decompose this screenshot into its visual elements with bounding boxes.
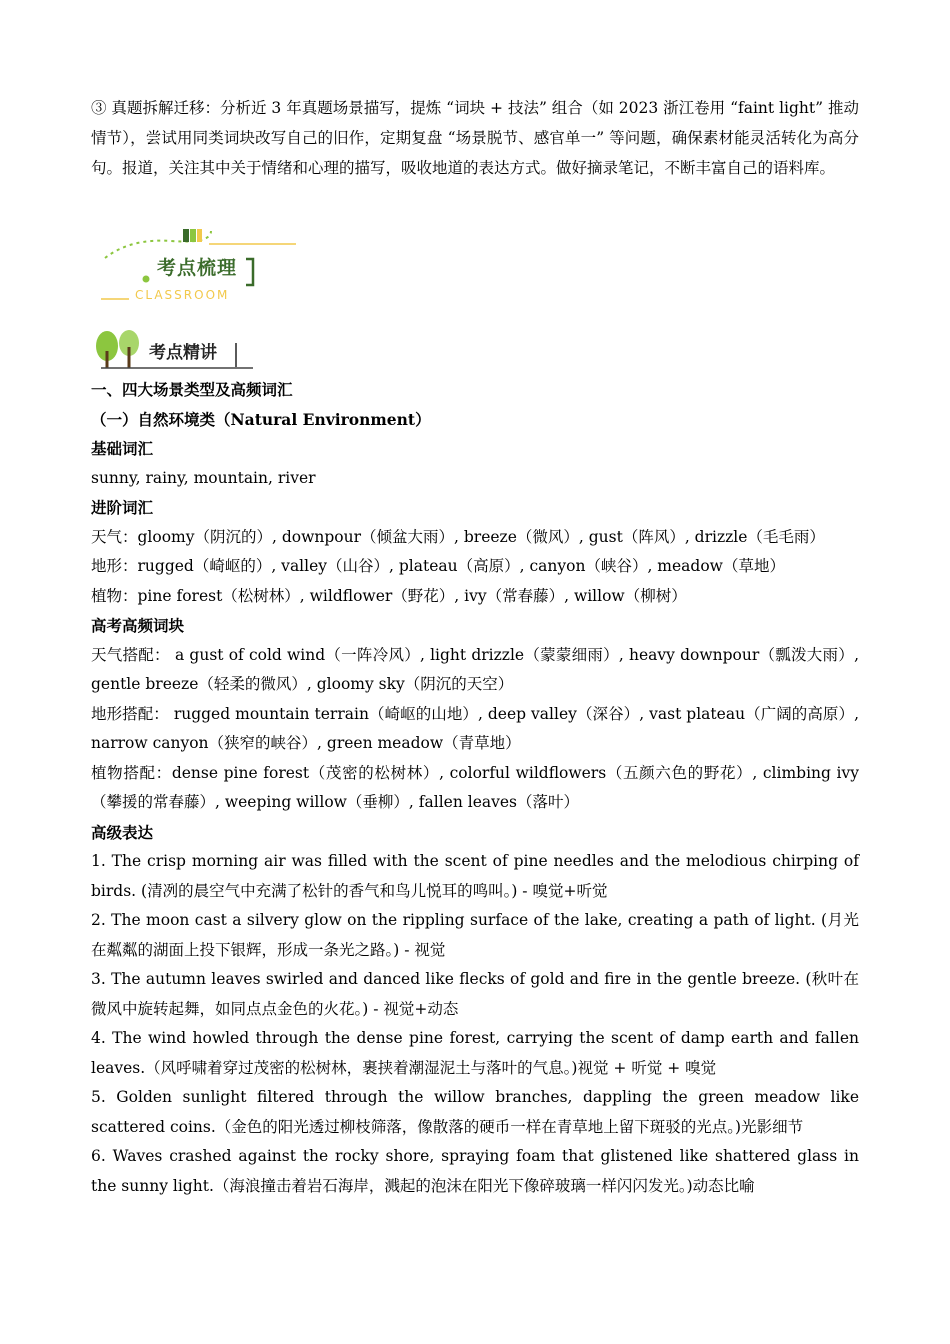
- expression-heading: 高级表达: [91, 822, 154, 842]
- advanced-vocab-weather: 天气：gloomy（阴沉的）, downpour（倾盆大雨）, breeze（微风）, gust（阵风）, drizzle（毛毛雨）: [91, 527, 825, 546]
- advanced-vocab-plants: 植物：pine forest（松树林）, wildflower（野花）, ivy（常春藤）, willow（柳树）: [91, 586, 687, 605]
- phrase-terrain: 地形搭配： rugged mountain terrain（崎岖的山地）, deep valley（深谷）, vast plateau（广阔的高原）, narrow canyon（狭窄的峡谷）, green meadow（青草地）: [91, 704, 859, 752]
- section-banner: [91, 183, 859, 383]
- basic-vocab-words: sunny, rainy, mountain, river: [91, 468, 316, 487]
- phrase-weather: 天气搭配： a gust of cold wind（一阵冷风）, light drizzle（蒙蒙细雨）, heavy downpour（瓢泼大雨）, gentle breeze（轻柔的微风）, gloomy sky（阴沉的天空）: [91, 645, 859, 693]
- tree-icon: [96, 330, 139, 368]
- expression-item: 1. The crisp morning air was filled with the scent of pine needles and the melodious chirping of birds. (清冽的晨空气中充满了松针的香气和鸟儿悦耳的鸣叫。) - 嗅觉+听觉: [91, 852, 859, 900]
- section-subtitle: （一）自然环境类（Natural Environment）: [91, 409, 431, 429]
- document-content: [91, 93, 859, 1201]
- intro-paragraph: ③ 真题拆解迁移：分析近 3 年真题场景描写，提炼 “词块 + 技法” 组合（如 2023 浙江卷用 “faint light” 推动情节），尝试用同类词块改写自己的旧作，定期复盘 “场景脱节、感官单一” 等问题，确保素材能灵活转化为高分句。报道，关注其中关于情绪和心理的描写，吸收地道的表达方式。做好摘录笔记，不断丰富自己的语料库。: [91, 99, 859, 177]
- expression-item: 3. The autumn leaves swirled and danced like flecks of gold and fire in the gentle breeze. (秋叶在微风中旋转起舞，如同点点金色的火花。) - 视觉+动态: [91, 970, 859, 1018]
- expression-item: 2. The moon cast a silvery glow on the rippling surface of the lake, creating a path of light. (月光在粼粼的湖面上投下银辉，形成一条光之路。) - 视觉: [91, 911, 859, 959]
- bracket-icon: [246, 259, 253, 285]
- book-icon: [183, 229, 202, 242]
- jingjiang-title: 考点精讲: [149, 343, 217, 363]
- phrase-plants: 植物搭配：dense pine forest（茂密的松树林）, colorful wildflowers（五颜六色的野花）, climbing ivy（攀援的常春藤）, weeping willow（垂柳）, fallen leaves（落叶）: [91, 763, 859, 811]
- dot-icon: [143, 276, 150, 283]
- advanced-vocab-heading: 进阶词汇: [91, 498, 154, 517]
- section-title: 一、四大场景类型及高频词汇: [91, 380, 293, 399]
- expression-item: 5. Golden sunlight filtered through the willow branches, dappling the green meadow like scattered coins.（金色的阳光透过柳枝筛落，像散落的硬币一样在青草地上留下斑驳的光点。)光影细节: [91, 1088, 859, 1136]
- expression-item: 6. Waves crashed against the rocky shore, spraying foam that glistened like shattered glass in the sunny light.（海浪撞击着岩石海岸，溅起的泡沫在阳光下像碎玻璃一样闪闪发光。)动态比喻: [91, 1147, 859, 1195]
- expression-item: 4. The wind howled through the dense pine forest, carrying the scent of damp earth and fallen leaves.（风呼啸着穿过茂密的松树林，裹挟着潮湿泥土与落叶的气息。)视觉 + 听觉 + 嗅觉: [91, 1029, 859, 1077]
- banner-graphic: [91, 183, 391, 383]
- basic-vocab-heading: 基础词汇: [91, 439, 154, 458]
- classroom-title: 考点梳理: [157, 257, 238, 279]
- advanced-vocab-terrain: 地形：rugged（崎岖的）, valley（山谷）, plateau（高原）, canyon（峡谷）, meadow（草地）: [91, 557, 785, 575]
- classroom-subtitle: CLASSROOM: [135, 288, 230, 302]
- phrase-heading: 高考高频词块: [91, 616, 185, 635]
